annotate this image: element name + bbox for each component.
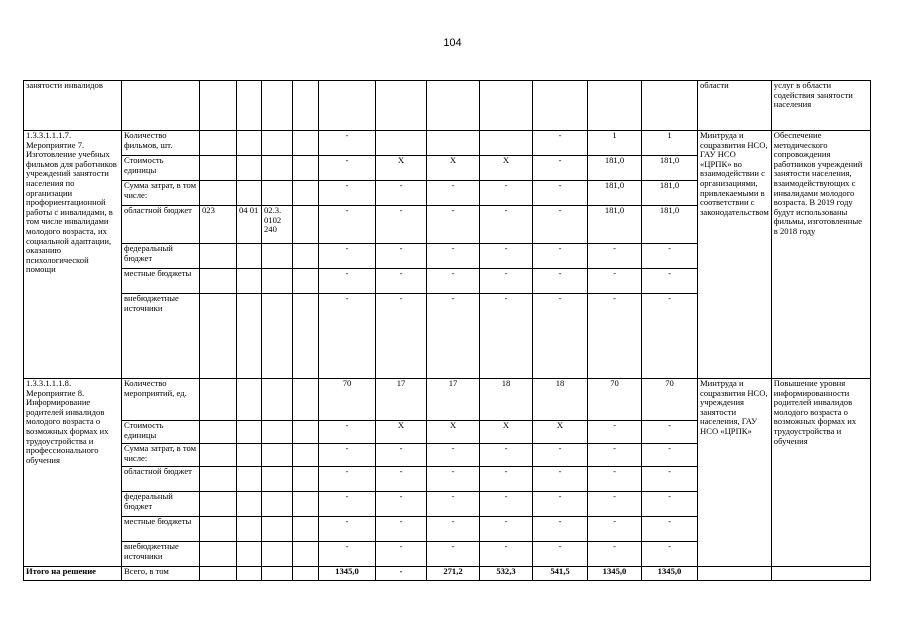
value-cell: 70 — [319, 379, 376, 421]
total-value-cell: 1345,0 — [319, 567, 376, 581]
value-cell: - — [480, 181, 533, 206]
value-cell: X — [427, 156, 480, 181]
value-cell: - — [642, 421, 698, 444]
value-cell: - — [376, 244, 427, 269]
total-value-cell: 1345,0 — [588, 567, 642, 581]
value-cell: 18 — [533, 379, 588, 421]
value-cell: 181,0 — [642, 181, 698, 206]
total-sublabel-cell: Всего, в том — [122, 567, 200, 581]
value-cell: - — [319, 517, 376, 542]
value-cell: X — [480, 156, 533, 181]
indicator-label-cell: местные бюджеты — [122, 269, 200, 294]
value-cell: - — [588, 542, 642, 567]
vr-cell — [293, 379, 319, 421]
value-cell: - — [480, 542, 533, 567]
value-cell: - — [533, 517, 588, 542]
value-cell: - — [588, 492, 642, 517]
csr-cell — [262, 467, 293, 492]
vr-cell — [293, 156, 319, 181]
rz-cell — [237, 379, 262, 421]
value-cell: 181,0 — [642, 156, 698, 181]
indicator-label-cell: областной бюджет — [122, 467, 200, 492]
vr-cell — [293, 542, 319, 567]
csr-cell — [262, 181, 293, 206]
value-cell: - — [319, 181, 376, 206]
csr-cell: 02.3. 0102 240 — [262, 206, 293, 244]
value-cell: - — [319, 467, 376, 492]
rz-cell — [237, 181, 262, 206]
rz-cell — [237, 244, 262, 269]
indicator-label-cell: внебюджетные источники — [122, 542, 200, 567]
value-cell: X — [480, 421, 533, 444]
grbs-cell — [200, 542, 237, 567]
csr-cell — [262, 517, 293, 542]
value-cell: - — [376, 467, 427, 492]
value-cell: 70 — [588, 379, 642, 421]
empty-cell — [698, 567, 772, 581]
empty-cell — [262, 567, 293, 581]
carryover-executor-cell: области — [698, 81, 772, 131]
value-cell: - — [319, 131, 376, 156]
indicator-label-cell: Стоимость единицы — [122, 156, 200, 181]
empty-cell — [200, 567, 237, 581]
vr-cell — [293, 421, 319, 444]
value-cell: - — [588, 444, 642, 467]
grbs-cell — [200, 269, 237, 294]
value-cell — [427, 131, 480, 156]
grbs-cell — [200, 244, 237, 269]
grbs-cell — [200, 444, 237, 467]
value-cell: - — [427, 444, 480, 467]
grbs-cell — [200, 294, 237, 379]
value-cell: - — [376, 542, 427, 567]
total-value-cell: 532,3 — [480, 567, 533, 581]
rz-cell — [237, 421, 262, 444]
carryover-event-cell: занятости инвалидов — [24, 81, 122, 131]
value-cell: - — [642, 492, 698, 517]
value-cell: - — [427, 294, 480, 379]
value-cell: - — [588, 269, 642, 294]
value-cell: 17 — [376, 379, 427, 421]
value-cell: - — [588, 421, 642, 444]
vr-cell — [293, 492, 319, 517]
value-cell: - — [480, 467, 533, 492]
value-cell: 181,0 — [642, 206, 698, 244]
value-cell: - — [480, 517, 533, 542]
indicator-label-cell: федеральный бюджет — [122, 492, 200, 517]
rz-cell — [237, 542, 262, 567]
empty-cell — [771, 567, 870, 581]
total-label-cell: Итого на решение — [24, 567, 122, 581]
value-cell: X — [427, 421, 480, 444]
vr-cell — [293, 517, 319, 542]
indicator-label-cell: федеральный бюджет — [122, 244, 200, 269]
total-value-cell: 1345,0 — [642, 567, 698, 581]
csr-cell — [262, 156, 293, 181]
value-cell: - — [376, 181, 427, 206]
value-cell: X — [376, 421, 427, 444]
value-cell: - — [319, 444, 376, 467]
value-cell: - — [588, 467, 642, 492]
csr-cell — [262, 269, 293, 294]
indicator-label-cell: Стоимость единицы — [122, 421, 200, 444]
value-cell: - — [319, 206, 376, 244]
event-name-cell: 1.3.3.1.1.1.7. Мероприятие 7. Изготовление учебных фильмов для работников учреждений занятости населения по организации профориентационной работы с инвалидами, в том числе инвалидами молодого возраста, их социальной адаптации, оказанию психологической помощи — [24, 131, 122, 379]
value-cell: 18 — [480, 379, 533, 421]
rz-cell — [237, 492, 262, 517]
value-cell: - — [642, 517, 698, 542]
value-cell: - — [533, 444, 588, 467]
vr-cell — [293, 206, 319, 244]
value-cell — [480, 131, 533, 156]
value-cell: - — [480, 444, 533, 467]
total-value-cell: - — [376, 567, 427, 581]
indicator-label-cell: внебюджетные источники — [122, 294, 200, 379]
total-value-cell: 541,5 — [533, 567, 588, 581]
rz-cell — [237, 156, 262, 181]
value-cell: 70 — [642, 379, 698, 421]
empty-cell — [293, 567, 319, 581]
vr-cell — [293, 131, 319, 156]
value-cell: - — [533, 206, 588, 244]
value-cell: - — [319, 156, 376, 181]
table-row — [24, 131, 871, 156]
value-cell: - — [319, 294, 376, 379]
grbs-cell — [200, 421, 237, 444]
csr-cell — [262, 492, 293, 517]
value-cell: - — [533, 131, 588, 156]
value-cell: X — [376, 156, 427, 181]
value-cell: - — [588, 517, 642, 542]
program-table — [23, 80, 871, 581]
value-cell: - — [533, 244, 588, 269]
value-cell: - — [480, 294, 533, 379]
value-cell: - — [480, 492, 533, 517]
carryover-result-cell: услуг в области содействия занятости населения — [771, 81, 870, 131]
grbs-cell — [200, 492, 237, 517]
vr-cell — [293, 269, 319, 294]
value-cell: X — [533, 421, 588, 444]
value-cell: - — [427, 269, 480, 294]
executor-cell: Минтруда и соцразвития НСО, учреждения занятости населения, ГАУ НСО «ЦРПК» — [698, 379, 772, 567]
indicator-label-cell: Сумма затрат, в том числе: — [122, 181, 200, 206]
rz-cell — [237, 444, 262, 467]
value-cell: - — [376, 269, 427, 294]
value-cell: - — [480, 206, 533, 244]
value-cell: - — [588, 294, 642, 379]
grbs-cell — [200, 517, 237, 542]
page-number: 104 — [443, 37, 462, 49]
indicator-label-cell: Количество фильмов, шт. — [122, 131, 200, 156]
rz-cell: 04 01 — [237, 206, 262, 244]
value-cell: - — [376, 492, 427, 517]
value-cell: 1 — [642, 131, 698, 156]
value-cell: - — [480, 269, 533, 294]
value-cell: - — [533, 542, 588, 567]
rz-cell — [237, 294, 262, 379]
total-value-cell: 271,2 — [427, 567, 480, 581]
vr-cell — [293, 444, 319, 467]
value-cell: - — [642, 467, 698, 492]
result-cell: Обеспечение методического сопровождения работников учреждений занятости населения, взаимодействующих с инвалидами молодого возраста. В 2019 году будут использованы фильмы, изготовленные в 2018 году — [771, 131, 870, 379]
rz-cell — [237, 131, 262, 156]
indicator-label-cell: местные бюджеты — [122, 517, 200, 542]
csr-cell — [262, 542, 293, 567]
value-cell: - — [427, 181, 480, 206]
value-cell: - — [642, 294, 698, 379]
value-cell — [376, 131, 427, 156]
csr-cell — [262, 421, 293, 444]
grbs-cell — [200, 379, 237, 421]
value-cell: - — [376, 206, 427, 244]
csr-cell — [262, 379, 293, 421]
value-cell: - — [533, 156, 588, 181]
total-row — [24, 567, 871, 581]
value-cell: - — [642, 444, 698, 467]
value-cell: - — [427, 492, 480, 517]
value-cell: - — [642, 542, 698, 567]
value-cell: - — [533, 467, 588, 492]
vr-cell — [293, 244, 319, 269]
value-cell: 17 — [427, 379, 480, 421]
csr-cell — [262, 294, 293, 379]
value-cell: - — [427, 467, 480, 492]
empty-cell — [237, 567, 262, 581]
vr-cell — [293, 294, 319, 379]
executor-cell: Минтруда и соцразвития НСО, ГАУ НСО «ЦРПК» во взаимодействии с организациями, привлекаемыми в соответствии с законодательством — [698, 131, 772, 379]
value-cell: - — [427, 244, 480, 269]
grbs-cell — [200, 156, 237, 181]
rz-cell — [237, 517, 262, 542]
value-cell: - — [533, 269, 588, 294]
grbs-cell — [200, 467, 237, 492]
value-cell: - — [319, 421, 376, 444]
rz-cell — [237, 467, 262, 492]
value-cell: - — [427, 517, 480, 542]
result-cell: Повышение уровня информированности родителей инвалидов молодого возраста о возможных формах их трудоустройства и обучения — [771, 379, 870, 567]
csr-cell — [262, 131, 293, 156]
table-body — [24, 81, 871, 581]
value-cell: - — [376, 444, 427, 467]
value-cell: - — [319, 492, 376, 517]
value-cell: - — [376, 294, 427, 379]
grbs-cell — [200, 181, 237, 206]
value-cell: - — [533, 181, 588, 206]
value-cell: - — [319, 542, 376, 567]
csr-cell — [262, 244, 293, 269]
carryover-row — [24, 81, 871, 131]
value-cell: - — [588, 244, 642, 269]
grbs-cell: 023 — [200, 206, 237, 244]
value-cell: - — [427, 206, 480, 244]
value-cell: 1 — [588, 131, 642, 156]
vr-cell — [293, 467, 319, 492]
value-cell: - — [376, 517, 427, 542]
value-cell: - — [533, 492, 588, 517]
csr-cell — [262, 444, 293, 467]
value-cell: - — [319, 269, 376, 294]
value-cell: - — [319, 244, 376, 269]
value-cell: - — [427, 542, 480, 567]
vr-cell — [293, 181, 319, 206]
event-name-cell: 1.3.3.1.1.1.8. Мероприятие 8. Информирование родителей инвалидов молодого возраста о возможных формах их трудоустройства и профессионального обучения — [24, 379, 122, 567]
value-cell: - — [480, 244, 533, 269]
indicator-label-cell: областной бюджет — [122, 206, 200, 244]
indicator-label-cell: Сумма затрат, в том числе: — [122, 444, 200, 467]
value-cell: - — [642, 269, 698, 294]
value-cell: - — [533, 294, 588, 379]
grbs-cell — [200, 131, 237, 156]
rz-cell — [237, 269, 262, 294]
indicator-label-cell: Количество мероприятий, ед. — [122, 379, 200, 421]
table-row — [24, 379, 871, 421]
value-cell: - — [642, 244, 698, 269]
value-cell: 181,0 — [588, 181, 642, 206]
value-cell: 181,0 — [588, 156, 642, 181]
value-cell: 181,0 — [588, 206, 642, 244]
